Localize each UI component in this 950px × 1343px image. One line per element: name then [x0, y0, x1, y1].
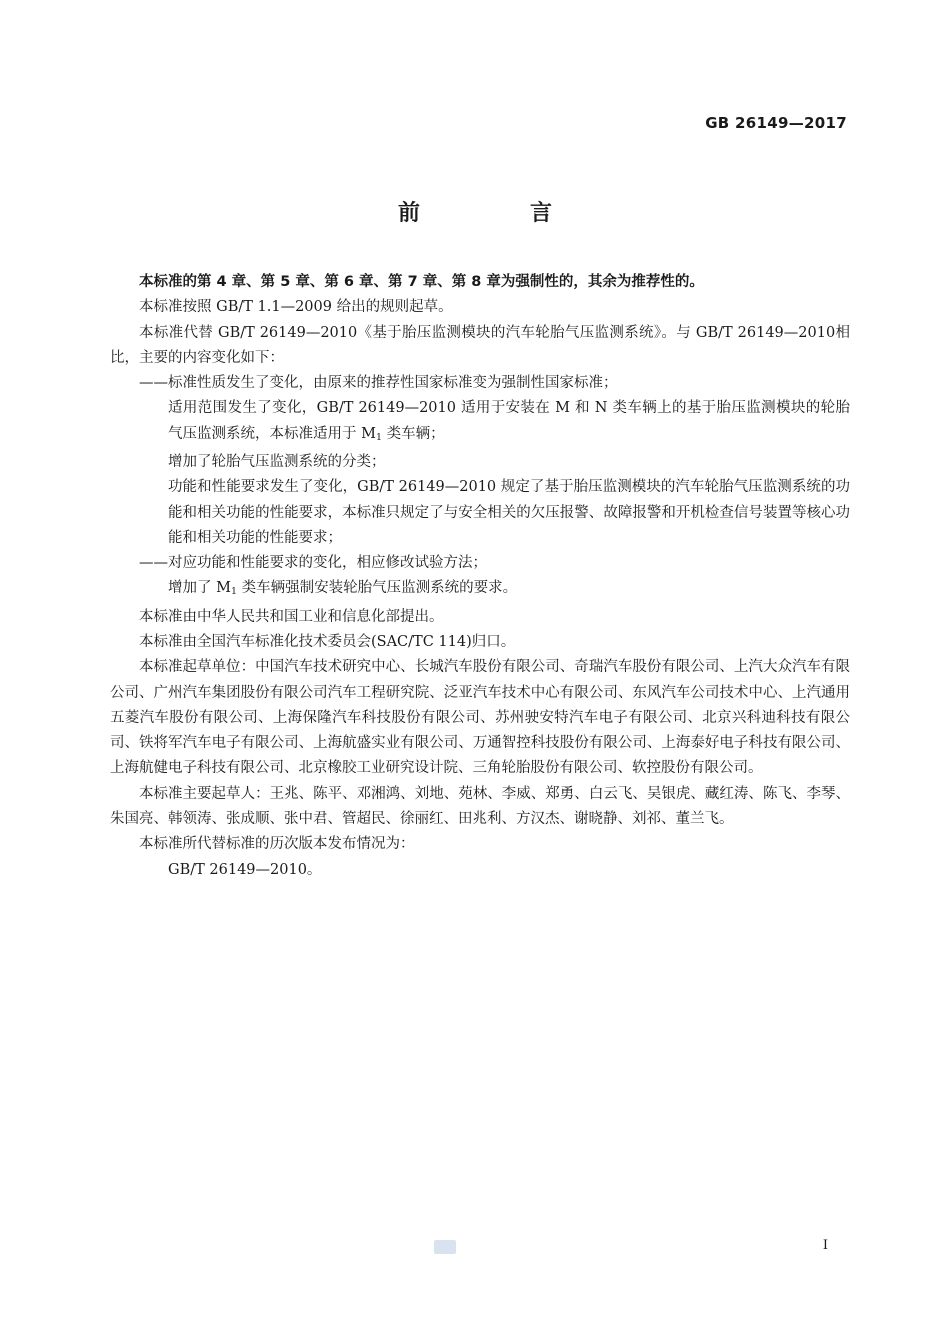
change-item-nature: ——标准性质发生了变化，由原来的推荐性国家标准变为强制性国家标准；	[139, 375, 618, 392]
change-item-scope-subscript: 1	[375, 431, 382, 443]
standard-code: GB 26149—2017	[705, 114, 847, 132]
change-item-install-subscript: 1	[230, 586, 237, 598]
change-item-scope-end: 类车辆；	[381, 425, 445, 442]
page-title: 前 言	[397, 201, 596, 226]
publisher-logo-icon	[434, 1240, 456, 1254]
history-intro-paragraph: 本标准所代替标准的历次版本发布情况为：	[139, 836, 415, 853]
mandatory-clause-paragraph: 本标准的第 4 章、第 5 章、第 6 章、第 7 章、第 8 章为强制性的，其余为推荐性的。	[139, 274, 704, 290]
technical-committee-paragraph: 本标准由全国汽车标准化技术委员会(SAC/TC 114)归口。	[139, 633, 516, 650]
change-item-test-methods: ——对应功能和性能要求的变化，相应修改试验方法；	[139, 555, 487, 572]
replacement-paragraph: 本标准代替 GB/T 26149—2010《基于胎压监测模块的汽车轮胎气压监测系统》。与 GB/T 26149—2010相比，主要的内容变化如下：	[110, 324, 850, 366]
drafting-rules-paragraph: 本标准按照 GB/T 1.1—2009 给出的规则起草。	[139, 299, 453, 316]
page-number: I	[822, 1238, 828, 1253]
history-version-item: GB/T 26149—2010。	[168, 861, 322, 878]
drafters-paragraph: 本标准主要起草人：王兆、陈平、邓湘鸿、刘地、苑林、李威、郑勇、白云飞、吴银虎、藏红涛、陈飞、李琴、朱国亮、韩领涛、张成顺、张中君、管超民、徐丽红、田兆利、方汉杰、谢晓静、刘祁、董兰飞。	[110, 785, 850, 827]
change-item-classification: 增加了轮胎气压监测系统的分类；	[168, 453, 386, 470]
change-item-scope	[110, 396, 850, 449]
change-item-mandatory-install	[110, 576, 850, 604]
proposer-paragraph: 本标准由中华人民共和国工业和信息化部提出。	[139, 608, 444, 625]
drafting-units-paragraph: 本标准起草单位：中国汽车技术研究中心、长城汽车股份有限公司、奇瑞汽车股份有限公司、上汽大众汽车有限公司、广州汽车集团股份有限公司汽车工程研究院、泛亚汽车技术中心有限公司、东风汽车公司技术中心、上汽通用五菱汽车股份有限公司、上海保隆汽车科技股份有限公司、苏州驶安特汽车电子有限公司、北京兴科迪科技有限公司、铁将军汽车电子有限公司、上海航盛实业有限公司、万通智控科技股份有限公司、上海泰好电子科技有限公司、上海航健电子科技有限公司、北京橡胶工业研究设计院、三角轮胎股份有限公司、软控股份有限公司。	[110, 659, 850, 777]
change-item-install-text: 增加了 M	[168, 580, 231, 597]
foreword-body	[110, 270, 850, 883]
change-item-install-end: 类车辆强制安装轮胎气压监测系统的要求。	[236, 580, 518, 597]
change-item-scope-text: 适用范围发生了变化，GB/T 26149—2010 适用于安装在 M 和 N 类车辆上的基于胎压监测模块的轮胎气压监测系统，本标准适用于 M	[168, 400, 850, 442]
change-item-requirements: 功能和性能要求发生了变化，GB/T 26149—2010 规定了基于胎压监测模块的汽车轮胎气压监测系统的功能和相关功能的性能要求，本标准只规定了与安全相关的欠压报警、故障报警和开机检查信号装置等核心功能和相关功能的性能要求；	[168, 479, 850, 546]
